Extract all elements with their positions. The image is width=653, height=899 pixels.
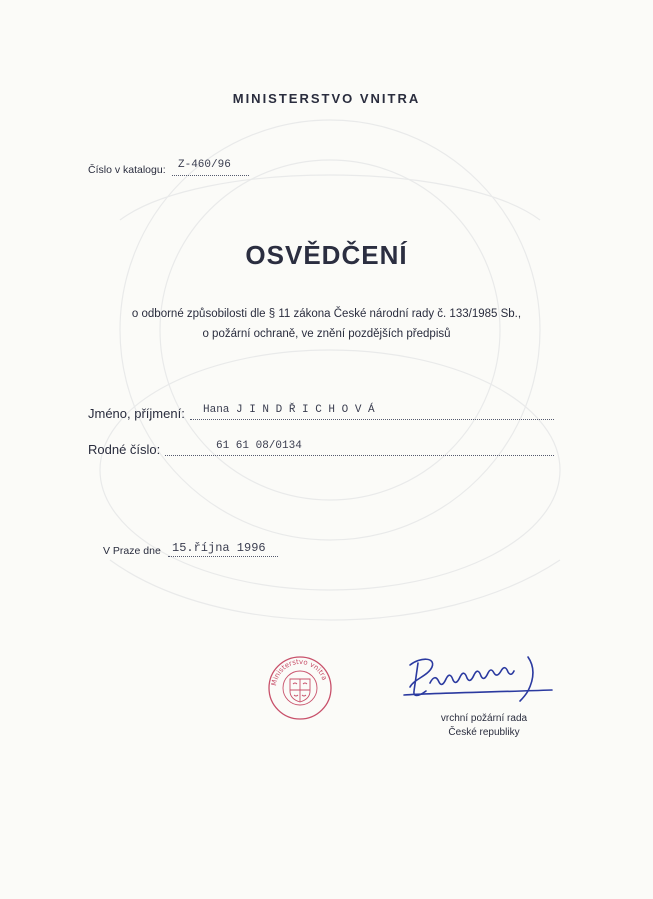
description-line-2: o požární ochraně, ve znění pozdějších předpisů (202, 328, 451, 340)
name-label: Jméno, příjmení: (88, 406, 185, 421)
stamp-emblem-icon (290, 679, 310, 702)
issue-date: 15.října 1996 (172, 541, 266, 555)
birth-number-label: Rodné číslo: (88, 442, 161, 457)
stamp-text: Ministerstvo vnitra (270, 657, 329, 687)
name-value: Hana J I N D Ř I C H O V Á (203, 404, 375, 416)
birth-number-value: 61 61 08/0134 (216, 440, 302, 452)
document-title: OSVĚDČENÍ (245, 240, 408, 270)
signature (396, 645, 556, 705)
issue-date-dotted-line (168, 556, 278, 557)
signatory-title-line-2: České republiky (448, 727, 520, 738)
ministry-stamp (267, 655, 333, 721)
catalog-label: Číslo v katalogu: (88, 164, 166, 176)
name-dotted-line (190, 419, 554, 420)
description-line-1: o odborné způsobilosti dle § 11 zákona České národní rady č. 133/1985 Sb., (131, 308, 522, 320)
signatory-title-line-1: vrchní požární rada (440, 713, 528, 724)
catalog-dotted-line (172, 175, 249, 176)
issue-place-label: V Praze dne (103, 545, 161, 557)
ministry-heading: MINISTERSTVO VNITRA (232, 91, 421, 106)
birth-number-dotted-line (165, 455, 554, 456)
catalog-number: Z-460/96 (178, 159, 231, 171)
